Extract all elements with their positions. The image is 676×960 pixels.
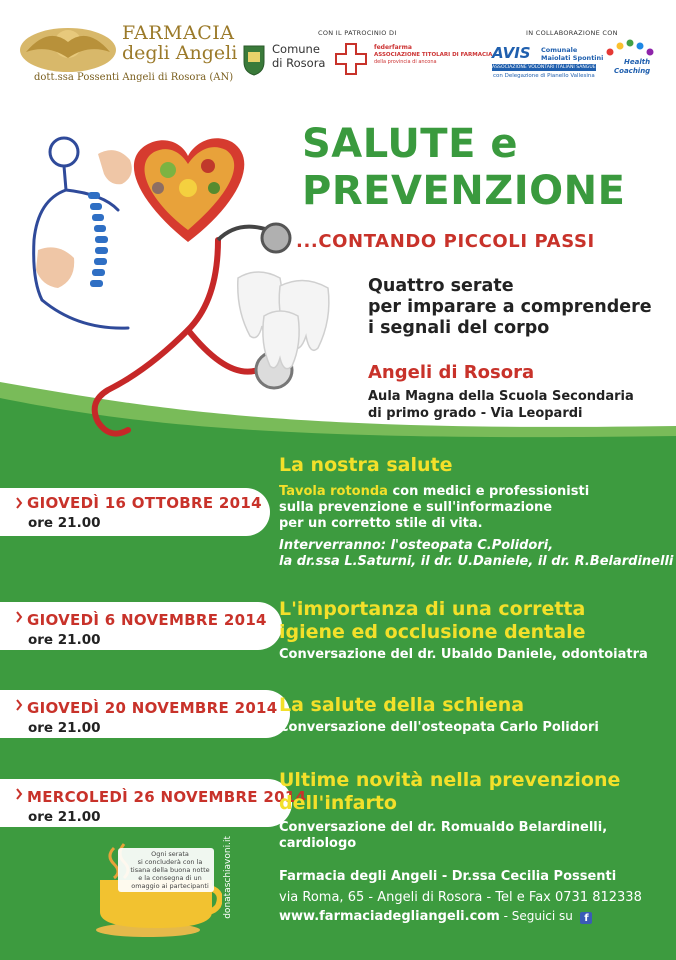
event-title: La nostra salute xyxy=(279,454,453,476)
location-name: Angeli di Rosora xyxy=(368,362,535,383)
intro-line: i segnali del corpo xyxy=(368,318,550,338)
event-time: ore 21.00 xyxy=(28,720,101,736)
tea-note-line: tisana della buona notte xyxy=(130,866,210,874)
intro-line: Quattro serate xyxy=(368,276,514,296)
event-date: MERCOLEDÌ 26 NOVEMBRE 2014 xyxy=(27,788,307,806)
event-time: ore 21.00 xyxy=(28,515,101,531)
tea-note-line: Ogni serata xyxy=(151,850,189,858)
avis-line2: Maiolati Spontini xyxy=(541,54,604,62)
website-link[interactable]: www.farmaciadegliangeli.com xyxy=(279,909,500,924)
intro-line: per imparare a comprendere xyxy=(368,297,652,317)
logo-line2: degli Angeli xyxy=(122,42,238,64)
event-description: Conversazione dell'osteopata Carlo Polidori xyxy=(279,720,599,735)
event-title-line: igiene ed occlusione dentale xyxy=(279,621,586,643)
event-title xyxy=(279,769,620,815)
event-desc-line: per un corretto stile di vita. xyxy=(279,516,483,531)
footer-pharmacy-name: Farmacia degli Angeli - Dr.ssa Cecilia Possenti xyxy=(279,869,617,884)
event-date: GIOVEDÌ 16 OTTOBRE 2014 xyxy=(27,494,262,512)
event-title-line: Ultime novità nella prevenzione xyxy=(279,769,621,791)
health-coaching-line2: Coaching xyxy=(614,67,651,75)
title-line2: PREVENZIONE xyxy=(302,168,626,214)
footer-address: via Roma, 65 - Angeli di Rosora - Tel e Fax 0731 812338 xyxy=(279,890,642,905)
venue-line: di primo grado - Via Leopardi xyxy=(368,406,583,421)
event-speakers-line: la dr.ssa L.Saturni, il dr. U.Daniele, il dr. R.Belardinelli xyxy=(279,554,674,569)
tea-note xyxy=(122,850,218,890)
event-time: ore 21.00 xyxy=(28,809,101,825)
venue-line: Aula Magna della Scuola Secondaria xyxy=(368,389,634,404)
event-description xyxy=(279,484,589,532)
social-label: - Seguici su xyxy=(499,909,573,923)
event-highlight: Tavola rotonda xyxy=(279,484,388,499)
comune-line1: Comune xyxy=(272,42,320,56)
event-speakers-line: Interverranno: l'osteopata C.Polidori, xyxy=(279,538,554,553)
tea-note-line: si concluderà con la xyxy=(137,858,203,866)
logo-line1: FARMACIA xyxy=(122,22,235,44)
avis-logo: AVIS xyxy=(492,44,531,62)
event-date: GIOVEDÌ 20 NOVEMBRE 2014 xyxy=(27,699,278,717)
tea-note-line: e la consegna di un xyxy=(138,874,202,882)
patronage-label: CON IL PATROCINIO DI xyxy=(318,29,397,37)
subtitle: ...CONTANDO PICCOLI PASSI xyxy=(296,231,595,252)
footer-web xyxy=(279,909,592,924)
avis-bar: ASSOCIAZIONE VOLONTARI ITALIANI SANGUE xyxy=(492,65,596,70)
federfarma-line1: federfarma xyxy=(374,44,412,51)
event-desc-line: sulla prevenzione e sull'informazione xyxy=(279,500,553,515)
event-desc-line: con medici e professionisti xyxy=(387,484,590,499)
avis-line3: con Delegazione di Pianello Vallesina xyxy=(493,73,595,79)
event-title xyxy=(279,598,585,644)
event-speakers xyxy=(279,538,673,570)
collab-label: IN COLLABORAZIONE CON xyxy=(526,29,618,37)
title-line1: SALUTE e xyxy=(302,121,518,167)
designer-credit: donataschiavoni.it xyxy=(223,836,233,919)
federfarma-line2: ASSOCIAZIONE TITOLARI DI FARMACIA xyxy=(374,52,493,58)
event-title-line: dell'infarto xyxy=(279,792,397,814)
federfarma-line3: della provincia di ancona xyxy=(374,59,437,65)
event-date: GIOVEDÌ 6 NOVEMBRE 2014 xyxy=(27,611,267,629)
comune-line2: di Rosora xyxy=(272,56,326,70)
event-description: Conversazione del dr. Romualdo Belardinelli, cardiologo xyxy=(279,820,608,851)
avis-line1: Comunale xyxy=(541,46,578,54)
facebook-icon[interactable]: f xyxy=(580,912,592,924)
health-coaching-line1: Health xyxy=(624,58,651,66)
event-title: La salute della schiena xyxy=(279,694,525,716)
logo-subtitle: dott.ssa Possenti Angeli di Rosora (AN) xyxy=(34,72,234,83)
tea-note-line: omaggio ai partecipanti xyxy=(131,882,209,890)
event-description: Conversazione del dr. Ubaldo Daniele, odontoiatra xyxy=(279,647,648,662)
event-time: ore 21.00 xyxy=(28,632,101,648)
event-title-line: L'importanza di una corretta xyxy=(279,598,586,620)
